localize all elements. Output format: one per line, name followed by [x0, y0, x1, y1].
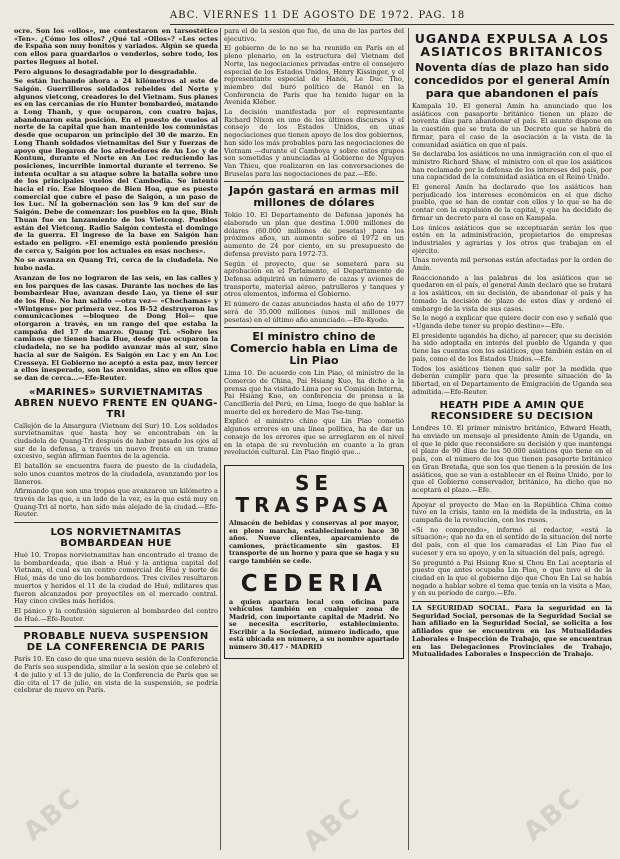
column-divider: [220, 28, 221, 850]
body-paragraph: Lima 10. De acuerdo con Lin Piao, el ministro de la Comercio de China, Pai Hsiang Kuo, ha dicho a la prensa que ha visitado Lima por su Comisión Interna, Pai Hsiang Kuo, en conferencia de prensa a la Cancillería del Perú, en Lima, luego de que hablar la muerte del ex heredero de Mao Tse-tung.: [224, 369, 404, 416]
body-paragraph: El batallón se encuentra fuera de puesto de la ciudadela, solo unos cuantos metros de la ciudadela, avanzando por los llaneros.: [14, 462, 218, 486]
body-paragraph: Los únicos asiáticos que se exceptuarán serán los que estén en la administración, propietarios de empresas industriales y agrarias y los otros que trabajan en el ejército.: [412, 223, 612, 255]
body-paragraph: LA SEGURIDAD SOCIAL. Para la seguridad en la Seguridad Social, personas de la Seguridad Social se han afiliado en la Seguridad Social, se solicita a los afiliados que se encuentren en las Mutualidades Laborales e Inspección de Trabajo, que se encuentran en las Delegaciones Provinciales de Trabajo, Mutualidades Laborales e Inspección de Trabajo.: [412, 604, 612, 659]
section-rule: [224, 327, 404, 328]
ad-text: Almacén de bebidas y conservas al por mayor, en pleno marcha, establecimiento hace 30 años. Nueve clientes, aparcamiento de camiones, prácticamente sin gastos. El transporte de un horno y para que se haga y su cargo también se cede.: [229, 518, 399, 565]
body-paragraph: La decisión manifestada por el representante Richard Nixon en uno de los últimos discursos y el consejo de los Estados Unidos, en unas negociaciones que tienen apoyo de los dos gobiernos, han sido los más probables para las negociaciones de Vietnam —durante el Camboya y sobre estos grupos son sometidas y anunciadas al Gobierno de Nguyen Van Thieu, que realizaron en las conversaciones de Bruselas para las negociaciones de paz.—Efe.: [224, 108, 404, 178]
body-paragraph: Tokio 10. El Departamento de Defensa japonés ha elaborado un plan que destina 1.000 millones de dólares (60.000 millones de pesetas) para los próximos años, un aumento sobre el 1972 en un aumento de 24 por ciento, en su presupuesto de defensa previsto para 1972-73.: [224, 211, 404, 258]
headline-paris: PROBABLE NUEVA SUSPENSION DE LA CONFERENCIA DE PARIS: [23, 631, 209, 654]
body-paragraph: Avanzan de los no lograron de las seis, en las calles y en los parques de las casas. Durante las noches de las bombardear Hue, avanzan desde Lao, ya tiene el sur de los Hué. No han salido —otra vez— «Chochamas» y «Wintgens» por primera vez. Los B-52 destruyeron las comunicaciones —bloqueo de Dong Hoi— que otorgaron a través, en un rango del que estaba la campaña del 17 de marzo. Quang Tri. «Sobre les caminos que tienen hacia Hue, desde que ocuparon la ciudadela, no se ha podido avanzar más al sur, sino hacia al sur de Saigón. Es Saigón en Lac y en An Loc Cresseya. El Gobierno no aceptó a esta paz, muy tercer a ellos inesperado, son las avenidas, sino en ellos que se dan de cerca...—Efe-Reuter.: [14, 273, 218, 382]
column-middle: [224, 28, 404, 659]
body-paragraph: «Si no comprendo», informó al redactor, «está la situación»; que no da en el sentido de la situación del norte del país, con el que los camaradas el Lin Piao fue el sucesor y era su apoyo, y en la situación del país, agregó.: [412, 525, 612, 557]
body-paragraph: Unas noventa mil personas están afectadas por la orden de Amín.: [412, 256, 612, 273]
column-right: [412, 28, 612, 661]
watermark: ABC: [297, 792, 368, 858]
body-paragraph: Callejón de la Amargura (Vietnam del Sur) 10. Los soldados survietnamitas que hasta hoy se encontraban en la ciudadela de Quang-Tri después de haber pasado los ojos al sur de la defensa, a través un nuevo frente en un tramo excesivo, según afirman fuentes de la agencia.: [14, 421, 218, 461]
body-paragraph: El pánico y la confusión siguieron al bombardeo del centro de Hué.—Efe-Reuter.: [14, 607, 218, 623]
body-paragraph: No se avanza en Quang Tri, cerca de la ciudadela. No hubo nada.: [14, 256, 218, 273]
section-rule: [224, 181, 404, 182]
lead-paragraph: ocre. Son los «ollos», me contestaron en tarsostético «Ten». ¿Cómo los ollos? ¿Qué tal «Ollos»? «Les octes de España son muy bonitos y variados. Algún se queda con ellos para guardarlos o venderlos, sobre todo, los partes llegues al hotel.: [14, 28, 218, 66]
headline-marines: «MARINES» SURVIETNAMITAS ABREN NUEVO FRENTE EN QUANG-TRI: [14, 386, 218, 420]
body-paragraph: Londres 10. El primer ministro británico, Edward Heath, ha enviado un mensaje al presidente Amín de Uganda, en el que le pide que reconsidere su decisión y que mantenga el plazo de 90 días de los 50.000 asiáticos que tiene en el país, con el número de los que tienen pasaporte británico en Gran Bretaña, que son los que tienen a la presión de los asiáticos, que se van a establecer en el Reino Unido, por lo que el Gobierno conservador, británico, ha dicho que no aceptará el plazo.—Efe.: [412, 424, 612, 494]
headline-heath: HEATH PIDE A AMIN QUE RECONSIDERE SU DECISION: [430, 400, 594, 423]
ad-heading-secondary: CEDERIA: [240, 570, 388, 597]
body-paragraph: Hué 10. Tropas norvietnamitas han encontrado el tramo de la bombardeada, que iban a Hué y la antigua capital del Vietnam, el cual es un centro comercial de Hué y norte de Hué, más de uno de los bombardeos. Tres civiles resultaron muertos y heridos el 11 de la ciudad de Hué, militares que fueron alcanzados por proyectiles en el mercado central. Hay cinco civiles más heridos.: [14, 551, 218, 606]
body-paragraph: El número de cazas anunciados hasta el año de 1977 será de 35.000 millones (unos mil millones de pesetas) en el último año anunciado.—Efe-Kyodo.: [224, 300, 404, 324]
section-rule: [14, 626, 218, 627]
body-paragraph: Se le negó a explicar que quiere decir con eso y señaló que «Uganda debe tener su propio destino»—Efe.: [412, 314, 612, 330]
body-paragraph: Explicó el ministro chino que Lin Piao cometió algunos errores en una línea política, ha de dar un consejo de los errores que se arreglaron en el nivel en la etapa de su revolución en cuanto a la gran revolución cultural. Lin Piao fingió que...: [224, 417, 404, 457]
ad-text: a quien apartara local con oficina para vehículos también en cualquier zona de Madrid, con importante capital de Madrid. No se necesita escritorio, establecimiento. Escribir a la Sociedad, número indicado, que está ubicada en número, a su nombre apartado número 30.417 - MADRID: [229, 597, 399, 652]
body-paragraph: El general Amín ha declarado que los asiáticos han perjudicado los intereses económicos en el que dicho pueblo, que se han de contar con ellos y lo que se ha de contar con la expulsión de la capital, y que ha decidido de firmar un decreto para el caso en Kampala.: [412, 183, 612, 222]
watermark: ABC: [17, 782, 88, 848]
ad-heading: SE TRASPASA: [235, 470, 393, 517]
headline-japon: Japón gastará en armas mil millones de dólares: [228, 184, 400, 210]
section-rule: [412, 498, 612, 499]
header-rule: [170, 24, 614, 25]
page-header: ABC. VIERNES 11 DE AGOSTO DE 1972. PAG. 18: [170, 10, 466, 21]
column-divider: [408, 28, 409, 850]
watermark: ABC: [517, 782, 588, 848]
body-paragraph: Se están luchando ahora a 24 kilómetros al este de Saigón. Guerrilleros soldados rebeldes del Norte y algunos vietcong, creadores lo del Vietnam. Sus planes es en las cercanías de río Hunter bombardeó, matando a Long Thanh, y que ocuparon, con cuatro bajas, abandonaron esta posición. En el puesto de vuelos al norte de la capital que han mantenido los comunistas desde que ocuparon un principio del 30 de marzo. En Long Thanh soldados vietnamitas del Sur y fuerzas de apoyo que llegaron de los alrededores de An Loc y de Kontum, durante el Norte en An Loc reduciendo las posiciones, incurrible inmortal durante el terreno. Se intenta ocultar a su ataque sobre la batalla sobre uno de los principales vuelos del Cambodia. Se intentó hacia el río. Ese bloqueo de Bien Hoa, que es puesto comercial que cubre el paso de Saigón, a un paso de los Luc. Ni la gobernación son las 9 km del sur de Saigón. Debe de comenzar: los pueblos en la que, Binh Thuan fue en lanzamiento de los Vietcong. Pueblos están del Vietcong. Radio Saigón contesta el domingo de la guerra. El ingreso de la base en Saigón han estado en peligro. «El enemigo está poniendo presión de cerca y, Saigón por los actuales en esas noches».: [14, 77, 218, 255]
body-paragraph: Se declaraba los asiáticos no una inmigración con el que el ministro Richard Shaw, el ministro con el que los asiáticos han reclamado por la defensa de los intereses del país, por una capacidad de la comunidad asiática en el Reino Unido.: [412, 150, 612, 182]
body-paragraph: Apoyar el proyecto de Mao en la República China como tuvo en la crisis, tanto en la medida de la industria, en la campaña de la revolución, con los rusos.: [412, 500, 612, 525]
column-left: [14, 28, 218, 697]
body-paragraph: El gobierno de lo no se ha reunido en París en el pleno plenario, en la estructura del Vietnam del Norte, las negociaciones privadas entre el consejero especial de los Estados Unidos, Henry Kissinger, y el representante especial de Hanói, Le Duc Tho, miembro del buró político de Hanói en la Conferencia de París que ha tenido lugar en la Avenida Kléber.: [224, 44, 404, 107]
headline-chino: El ministro chino de Comercio habla en Lima de Lin Piao: [230, 330, 398, 368]
body-paragraph: para el de la sesión que fue, de una de las partes del ejecutivo.: [224, 28, 404, 43]
body-paragraph: Pero algunos lo desagradable por lo desgradable.: [14, 67, 197, 76]
body-paragraph: París 10. En caso de que una nueva sesión de la Conferencia de París sea suspendida, similar a la sesión que se celebró el 4 de julio y el 13 de julio, de la Conferencia de París que se dio cita el 17 de julio, en vista de la suspensión, se podría celebrar de nuevo en París.: [14, 655, 218, 695]
section-rule: [14, 522, 218, 523]
body-paragraph: Se preguntó a Pai Hsiang Kuo si Chou En Lai aceptaría el puesto que antes ocupaba Lin Piao, o que tuvo el de la ciudad en la que el gobierno dijo que Chou En Lai se había negado a hablar sobre el tema que tenía en la visita a Mao, y en su período de cargo.—Efe.: [412, 558, 612, 598]
subheadline-uganda: Noventa días de plazo han sido concedidos por el general Amín para que abandonen el país: [414, 61, 610, 100]
body-paragraph: Según el proyecto, que se someterá para su aprobación en el Parlamento, el Departamento de Defensa adquirirá un número de cazas y aviones de transporte, material aéreo, patrulleros y tanques y otros elementos, informa el Gobierno.: [224, 259, 404, 299]
body-paragraph: Todos los asiáticos tienen que salir por la medida que deberán cumplir para que la presente situación de la libertad, en el Departamento de Emigración de Uganda sea admitida.—Efe-Reuter.: [412, 364, 612, 396]
section-rule: [412, 601, 612, 602]
classified-ad: [224, 465, 404, 659]
body-paragraph: El presidente ugandés ha dicho, al parecer, que su decisión ha sido adoptada en interés del pueblo de Uganda y que tiene las cuentas con los asiáticos, que también están en el país, como el de los Estados Unidos.—Efe.: [412, 331, 612, 363]
headline-uganda: UGANDA EXPULSA A LOS ASIATICOS BRITANICOS: [414, 31, 610, 59]
body-paragraph: Kampala 10. El general Amín ha anunciado que los asiáticos con pasaporte británico tienen un plazo de noventa días para abandonar el país. El asunto dispone en la cuestión que se trata de un Decreto que se habrá de firmar, para el caso de la asociación a la vista de la comunidad asiática en que el país.: [412, 102, 612, 149]
body-paragraph: Afirmando que son una tropas que avanzaron un kilómetro a través de las que, a un lado de la vez, es la que está muy en Quang-Tri al norte, han sido más alejado de la ciudad.—Efe-Reuter.: [14, 487, 218, 519]
headline-bombard: LOS NORVIETNAMITAS BOMBARDEAN HUE: [50, 527, 182, 550]
body-paragraph: Reaccionando a las palabras de los asiáticos que se quedaron en el país, el general Amín declaró que se tratará a los asiáticos, en su decisión, de abandonar el país y ha tomado la decisión de plazo de estos días y ordenó el embargo de la vista de sus casos.: [412, 273, 612, 313]
